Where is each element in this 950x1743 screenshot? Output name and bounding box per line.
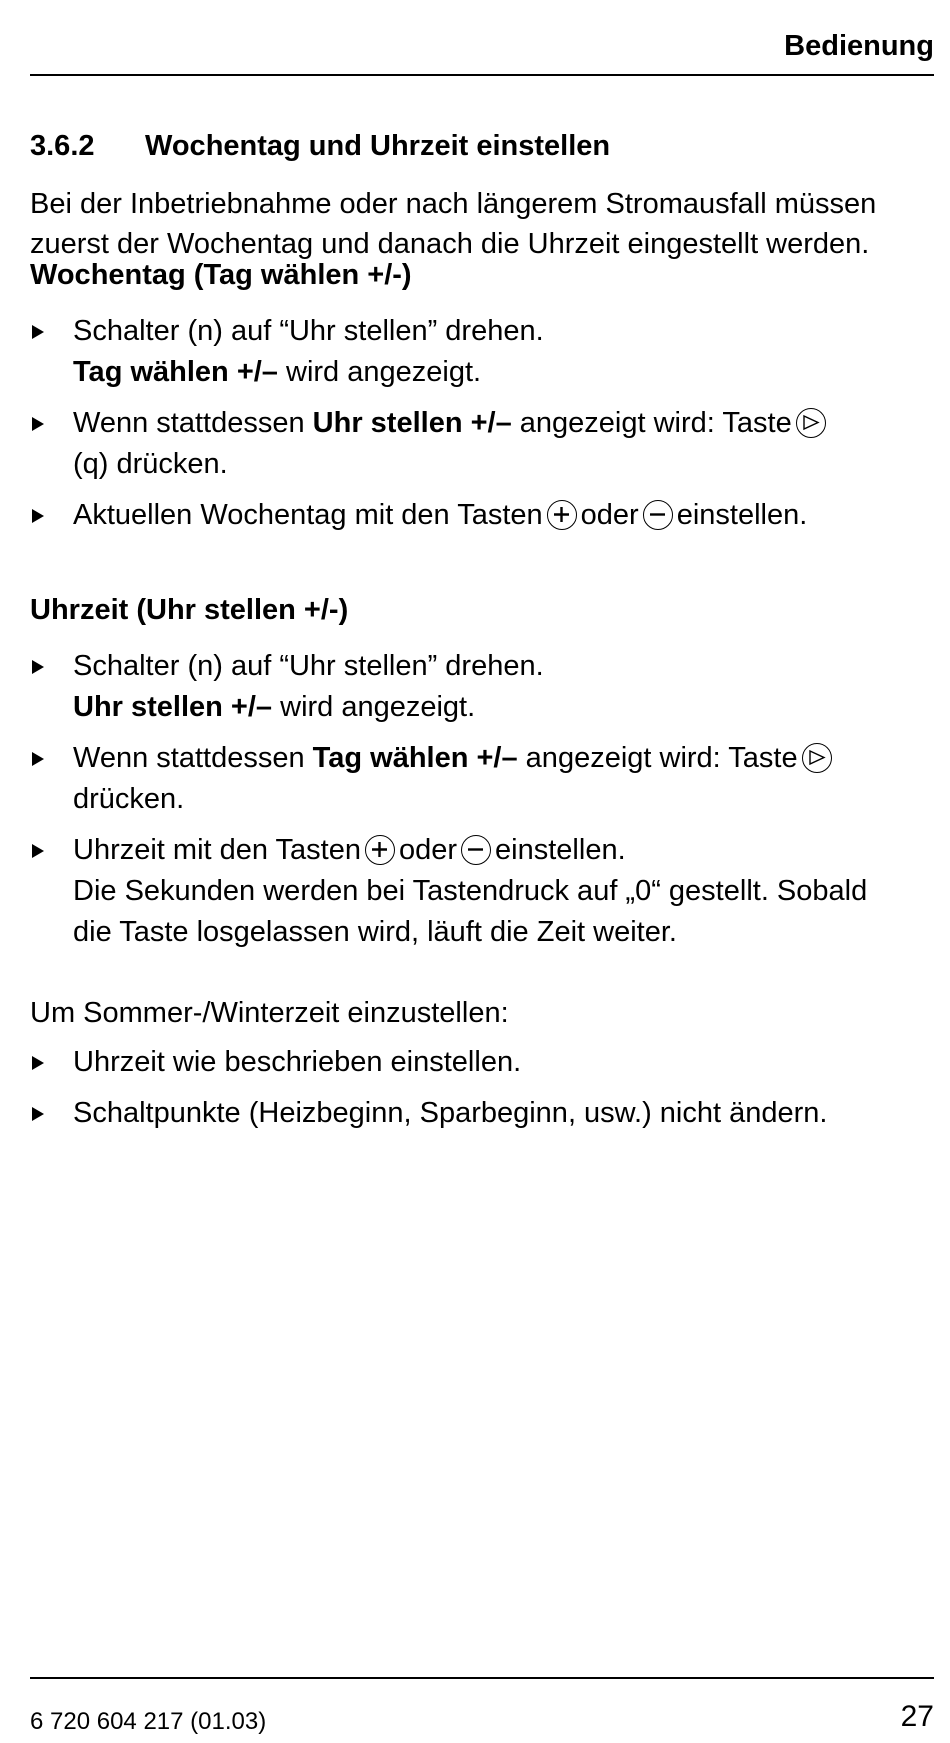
step-text-mid: oder: [580, 499, 639, 531]
header-title: Bedienung: [784, 30, 934, 62]
header-rule: [30, 74, 934, 76]
plus-key-icon: [547, 500, 577, 530]
step-text-post: einstellen.: [495, 834, 626, 866]
section-title: Wochentag und Uhrzeit einstellen: [145, 130, 611, 162]
step-text: Schalter (n) auf “Uhr stellen” drehen.: [73, 315, 544, 347]
footer-rule: [30, 1677, 934, 1679]
bullet-icon: [32, 752, 44, 766]
bullet-icon: [32, 1056, 44, 1070]
display-text: Tag wählen +/–: [312, 742, 518, 774]
list-item: [30, 495, 945, 536]
display-text: Uhr stellen +/–: [73, 691, 273, 723]
summer-winter-steps: [30, 1042, 945, 1144]
section-number: 3.6.2: [30, 130, 95, 162]
display-text: Uhr stellen +/–: [312, 407, 512, 439]
step-text-pre: Wenn stattdessen: [73, 742, 313, 774]
list-item: [30, 1042, 945, 1083]
step-text: [73, 403, 945, 444]
bullet-icon: [32, 844, 44, 858]
step-text: [73, 738, 945, 779]
step-text-line3: die Taste losgelassen wird, läuft die Zeit weiter.: [73, 916, 677, 948]
step-text-line2: (q) drücken.: [73, 448, 228, 480]
step-result: [73, 352, 945, 393]
plus-key-icon: [365, 835, 395, 865]
play-key-icon: [802, 743, 832, 773]
play-key-icon: [796, 408, 826, 438]
step-text-pre: Uhrzeit mit den Tasten: [73, 834, 361, 866]
list-item: [30, 830, 945, 953]
step-text-post: einstellen.: [676, 499, 808, 531]
list-item: [30, 738, 945, 820]
list-item: [30, 403, 945, 485]
bullet-icon: [32, 417, 44, 431]
section-heading: [30, 130, 610, 163]
step-text-line2: Die Sekunden werden bei Tastendruck auf „0“ gestellt. Sobald: [73, 875, 868, 907]
step-text-mid: oder: [399, 834, 458, 866]
step-text: Uhrzeit wie beschrieben einstellen.: [73, 1046, 522, 1078]
section-intro: Bei der Inbetriebnahme oder nach längerem Stromausfall müssen zuerst der Wochentag und danach die Uhrzeit eingestellt werden.: [30, 188, 877, 260]
list-item: [30, 646, 945, 728]
summer-winter-intro: Um Sommer-/Winterzeit einzustellen:: [30, 997, 509, 1029]
bullet-icon: [32, 325, 44, 339]
step-text: [73, 830, 945, 871]
display-text: Tag wählen +/–: [73, 356, 278, 388]
step-text-pre: Wenn stattdessen: [73, 407, 313, 439]
bullet-icon: [32, 509, 44, 523]
step-text: [73, 495, 945, 536]
step-text: Schalter (n) auf “Uhr stellen” drehen.: [73, 650, 544, 682]
step-text-pre: Aktuellen Wochentag mit den Tasten: [73, 499, 543, 531]
step-result: [73, 687, 945, 728]
list-item: [30, 311, 945, 393]
step-result-text: wird angezeigt.: [272, 691, 476, 723]
list-item: [30, 1093, 945, 1134]
wochentag-heading: Wochentag (Tag wählen +/-): [30, 259, 412, 291]
bullet-icon: [32, 1107, 44, 1121]
step-text-post: angezeigt wird: Taste: [511, 407, 792, 439]
step-text-line2: drücken.: [73, 783, 185, 815]
step-text: Schaltpunkte (Heizbeginn, Sparbeginn, usw.) nicht ändern.: [73, 1097, 828, 1129]
uhrzeit-heading: Uhrzeit (Uhr stellen +/-): [30, 594, 349, 626]
step-result-text: wird angezeigt.: [277, 356, 482, 388]
uhrzeit-steps: [30, 646, 945, 963]
doc-number: 6 720 604 217 (01.03): [30, 1708, 267, 1735]
page-number: 27: [900, 1700, 934, 1733]
minus-key-icon: [461, 835, 491, 865]
wochentag-steps: [30, 311, 945, 546]
minus-key-icon: [643, 500, 673, 530]
step-text-post: angezeigt wird: Taste: [517, 742, 798, 774]
bullet-icon: [32, 660, 44, 674]
